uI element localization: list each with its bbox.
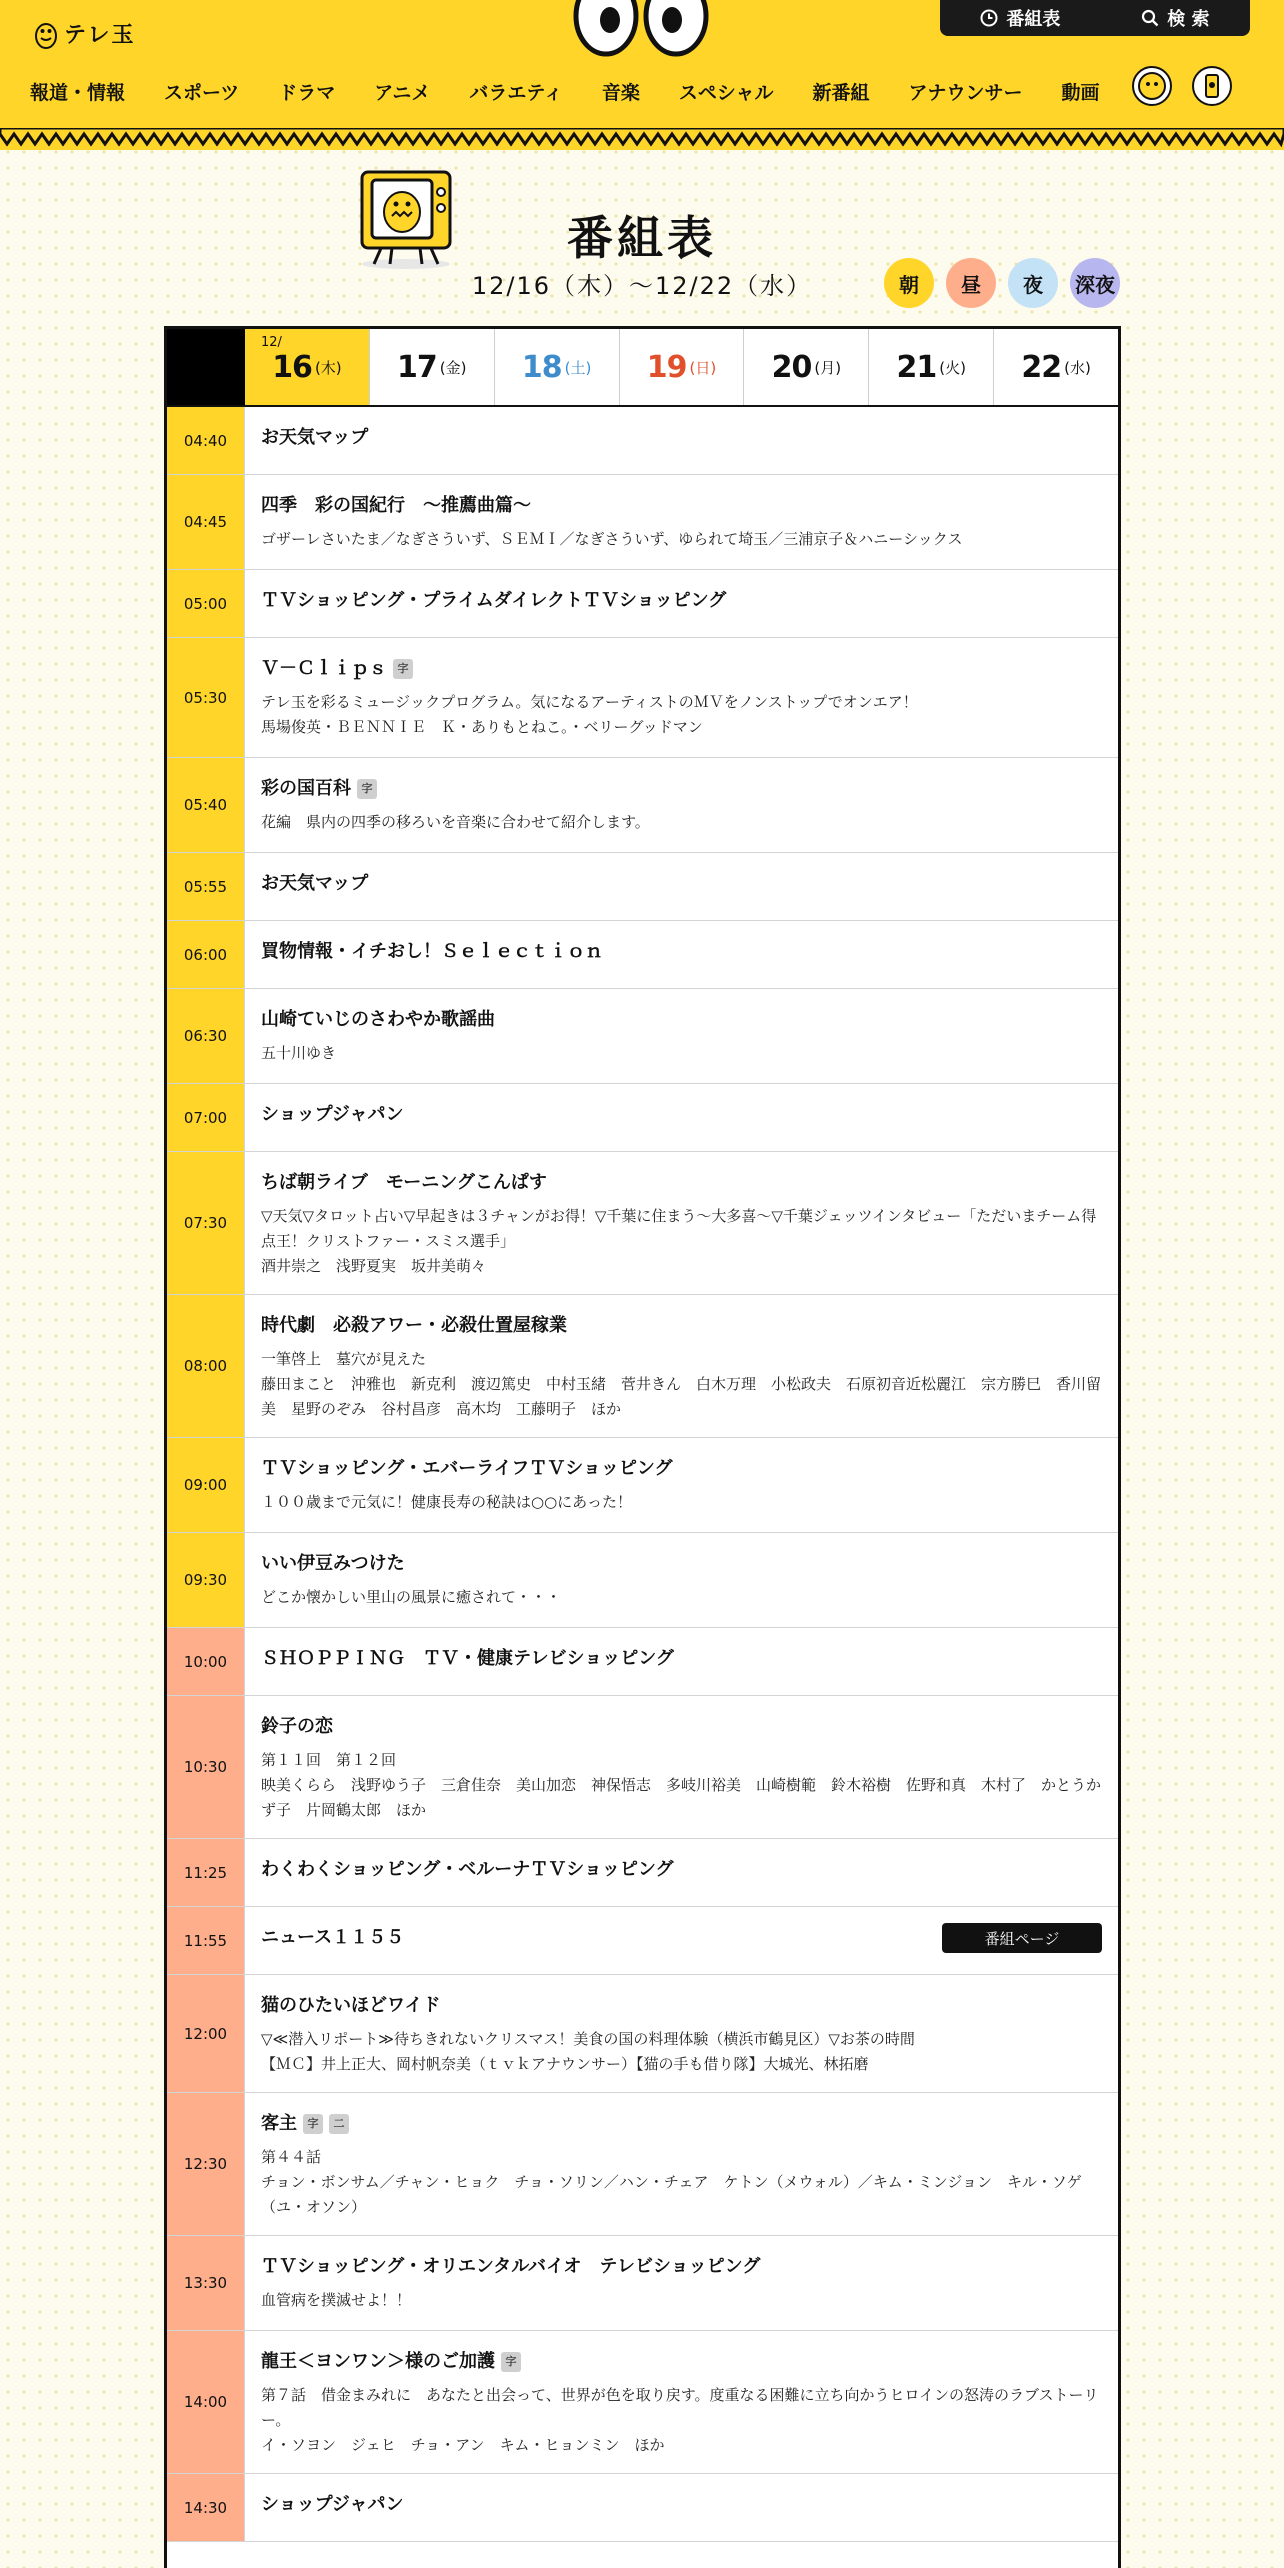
schedule-link[interactable] [980, 5, 1060, 31]
program-row [167, 1295, 1118, 1438]
clock-icon [980, 9, 998, 27]
program-time: 06:00 [167, 921, 245, 988]
day-weekday: (火) [939, 358, 966, 377]
search-icon [1141, 9, 1159, 27]
header-zigzag-edge [0, 128, 1284, 150]
program-description: 第７話 借金まみれに あなたと出会って、世界が色を取り戻す。度重なる困難に立ち向かうヒロインの怒涛のラブストーリー。 イ・ソヨン ジェヒ チョ・アン キム・ヒョンミン ほか [261, 2386, 1099, 2454]
program-title: 時代劇 必殺アワー・必殺仕置屋稼業 [261, 1315, 567, 1336]
day-month: 12/ [261, 335, 282, 350]
program-cell[interactable] [245, 989, 1118, 1083]
program-title: 四季 彩の国紀行 ～推薦曲篇～ [261, 495, 531, 516]
program-row [167, 1152, 1118, 1295]
program-page-button[interactable]: 番組ページ [942, 1923, 1102, 1953]
program-description: 第４４話 チョン・ボンサム／チャン・ヒョク チョ・ソリン／ハン・チェア ケトン（メウォル）／キム・ミンジョン キル・ソゲ（ユ・オソン） [261, 2148, 1082, 2216]
program-row [167, 1839, 1118, 1907]
program-cell[interactable] [245, 1438, 1118, 1532]
caption-badge: 字 [393, 659, 413, 679]
program-title-line [261, 493, 1102, 519]
program-title-line [261, 1646, 1102, 1672]
day-number: 20 [771, 349, 812, 385]
program-cell[interactable] [245, 1295, 1118, 1437]
program-title: ＴＶショッピング・オリエンタルバイオ テレビショッピング [261, 2256, 761, 2277]
program-title: Ｖ－Ｃｌｉｐｓ [261, 658, 387, 679]
program-title-line [261, 776, 1102, 802]
day-tab-21[interactable] [868, 329, 993, 405]
caption-badge: 字 [501, 2352, 521, 2372]
app-badge-1[interactable] [1132, 66, 1172, 106]
day-number: 19 [646, 349, 687, 385]
program-time: 11:25 [167, 1839, 245, 1906]
program-row [167, 1907, 1118, 1975]
program-description: 第１１回 第１２回 映美くらら 浅野ゆう子 三倉佳奈 美山加恋 神保悟志 多岐川裕美 山崎樹範 鈴木裕樹 佐野和真 木村了 かとうかず子 片岡鶴太郎 ほか [261, 1751, 1102, 1819]
program-title: ショップジャパン [261, 2494, 404, 2515]
program-cell[interactable] [245, 475, 1118, 569]
program-time: 04:40 [167, 407, 245, 474]
app-badge-2[interactable] [1192, 66, 1232, 106]
program-cell[interactable] [245, 1628, 1118, 1695]
program-title-line [261, 1170, 1102, 1196]
day-number: 16 [272, 349, 312, 385]
program-description: １００歳まで元気に！健康長寿の秘訣は○○にあった！ [261, 1493, 633, 1511]
site-header [0, 0, 1284, 150]
program-title-line [261, 2111, 1102, 2137]
site-logo[interactable] [34, 16, 136, 50]
day-weekday: (月) [814, 358, 842, 377]
day-weekday: (土) [564, 358, 592, 377]
program-title: ショップジャパン [261, 1104, 404, 1125]
page-title: 番組表 [567, 211, 717, 265]
program-time: 11:55 [167, 1907, 245, 1974]
program-cell[interactable] [245, 1907, 1118, 1974]
day-number: 18 [521, 349, 562, 385]
program-title: いい伊豆みつけた [261, 1553, 405, 1574]
program-time: 08:00 [167, 1295, 245, 1437]
program-row [167, 989, 1118, 1084]
program-title-line [261, 1007, 1102, 1033]
day-tab-19[interactable] [619, 329, 744, 405]
program-row [167, 853, 1118, 921]
program-title: 客主 [261, 2113, 297, 2134]
nav-item-3[interactable]: アニメ [374, 82, 431, 104]
program-time: 05:40 [167, 758, 245, 852]
program-description: ▽≪潜入リポート≫待ちきれないクリスマス！美食の国の料理体験（横浜市鶴見区）▽お茶の時間 【ＭＣ】井上正大、岡村帆奈美（ｔｖｋアナウンサー）【猫の手も借り隊】大城光、林拓磨 [261, 2030, 915, 2073]
program-cell[interactable] [245, 2331, 1118, 2473]
mascot-logo-icon [34, 16, 58, 50]
program-title-line [261, 939, 1102, 965]
program-row [167, 1628, 1118, 1696]
program-schedule [164, 326, 1121, 2568]
program-title: お天気マップ [261, 873, 369, 894]
program-title-line [261, 2492, 1102, 2518]
program-cell[interactable] [245, 1152, 1118, 1294]
program-title-line [261, 871, 1102, 897]
search-link[interactable] [1141, 5, 1209, 31]
nav-item-7[interactable]: 新番組 [812, 82, 870, 104]
program-time: 14:00 [167, 2331, 245, 2473]
program-description: 血管病を撲滅せよ！！ [261, 2291, 412, 2309]
time-jump-button-1[interactable]: 昼 [946, 258, 996, 308]
program-time: 12:30 [167, 2093, 245, 2235]
program-time: 09:00 [167, 1438, 245, 1532]
nav-item-4[interactable]: バラエティ [469, 82, 563, 104]
caption-badge: 字 [357, 779, 377, 799]
program-title-line [261, 2349, 1102, 2375]
program-title: 買物情報・イチおし！Ｓｅｌｅｃｔｉｏｎ [261, 941, 603, 962]
program-list [167, 407, 1118, 2542]
program-description: テレ玉を彩るミュージックプログラム。気になるアーティストのＭＶをノンストップでオンエア！ 馬場俊英・ＢＥＮＮＩＥ Ｋ・ありもとねこ。・ベリーグッドマン [261, 693, 918, 736]
program-cell[interactable] [245, 1696, 1118, 1838]
nav-item-0[interactable]: 報道・情報 [30, 82, 126, 104]
program-cell[interactable] [245, 921, 1118, 988]
program-row [167, 2331, 1118, 2474]
nav-item-6[interactable]: スペシャル [678, 82, 774, 104]
program-time: 07:30 [167, 1152, 245, 1294]
program-cell[interactable] [245, 1533, 1118, 1627]
program-title: 彩の国百科 [261, 778, 351, 799]
program-cell[interactable] [245, 570, 1118, 637]
program-row [167, 1438, 1118, 1533]
app-badges [1132, 66, 1232, 106]
program-title: ニュース１１５５ [261, 1927, 405, 1948]
program-title-line [261, 656, 1102, 682]
program-title: ＳＨＯＰＰＩＮＧ ＴＶ・健康テレビショッピング [261, 1648, 674, 1669]
program-title: ちば朝ライブ モーニングこんぱす [261, 1172, 547, 1193]
program-title-line [261, 1102, 1102, 1128]
program-title-line [261, 588, 1102, 614]
mascot-eyes-icon [566, 0, 716, 64]
nav-item-5[interactable]: 音楽 [601, 82, 640, 104]
program-cell[interactable] [245, 2474, 1118, 2541]
time-of-day-jump [884, 258, 1120, 308]
day-tab-18[interactable] [494, 329, 619, 405]
nav-item-8[interactable]: アナウンサー [908, 82, 1023, 104]
program-time: 05:30 [167, 638, 245, 757]
program-description: ▽天気▽タロット占い▽早起きは３チャンがお得！▽千葉に住まう～大多喜～▽千葉ジェッツインタビュー「ただいまチーム得点王！クリストファー・スミス選手」 酒井崇之 浅野夏実 坂井美萌々 [261, 1207, 1097, 1275]
search-link-label: 検 索 [1167, 9, 1210, 30]
day-weekday: (水) [1064, 358, 1091, 377]
program-time: 07:00 [167, 1084, 245, 1151]
program-title-line [261, 1313, 1102, 1339]
program-cell[interactable] [245, 638, 1118, 757]
program-title-line [261, 1857, 1102, 1883]
program-title: お天気マップ [261, 427, 369, 448]
program-cell[interactable] [245, 407, 1118, 474]
program-title-line [261, 2254, 1102, 2280]
program-title-line [261, 1993, 1102, 2019]
program-row [167, 1975, 1118, 2093]
phone-app-icon [1197, 71, 1227, 101]
program-row [167, 570, 1118, 638]
program-time: 06:30 [167, 989, 245, 1083]
top-utility-bar [940, 0, 1250, 36]
caption-badge: 字 [303, 2114, 323, 2134]
program-row [167, 475, 1118, 570]
day-tab-17[interactable] [369, 329, 494, 405]
day-tabs [167, 329, 1118, 407]
program-title: ＴＶショッピング・プライムダイレクトＴＶショッピング [261, 590, 727, 611]
program-time: 10:00 [167, 1628, 245, 1695]
program-description: ゴザーレさいたま／なぎさういず、ＳＥＭＩ／なぎさういず、ゆられて埼玉／三浦京子＆ハニーシックス [261, 530, 963, 548]
program-row [167, 1696, 1118, 1839]
nav-item-9[interactable]: 動画 [1061, 82, 1100, 104]
logo-text: テレ玉 [64, 22, 136, 48]
program-description: 花編 県内の四季の移ろいを音楽に合わせて紹介します。 [261, 813, 650, 831]
day-number: 17 [397, 349, 437, 385]
program-description: どこか懐かしい里山の風景に癒されて・・・ [261, 1588, 562, 1606]
program-cell[interactable] [245, 2236, 1118, 2330]
program-title-line [261, 1456, 1102, 1482]
program-cell[interactable] [245, 853, 1118, 920]
program-title: 鈴子の恋 [261, 1716, 333, 1737]
program-row [167, 1084, 1118, 1152]
program-row [167, 2236, 1118, 2331]
program-time: 10:30 [167, 1696, 245, 1838]
nav-item-2[interactable]: ドラマ [278, 82, 336, 104]
program-time: 12:00 [167, 1975, 245, 2092]
program-cell[interactable] [245, 2093, 1118, 2235]
program-row [167, 758, 1118, 853]
program-time: 14:30 [167, 2474, 245, 2541]
program-row [167, 921, 1118, 989]
day-weekday: (金) [439, 358, 467, 377]
program-title: わくわくショッピング・ベルーナＴＶショッピング [261, 1859, 674, 1880]
program-title: 山崎ていじのさわやか歌謡曲 [261, 1009, 495, 1030]
day-tab-20[interactable] [743, 329, 868, 405]
program-time: 05:00 [167, 570, 245, 637]
day-weekday: (日) [689, 358, 717, 377]
program-row [167, 2093, 1118, 2236]
program-row [167, 1533, 1118, 1628]
program-time: 09:30 [167, 1533, 245, 1627]
day-tab-22[interactable] [993, 329, 1118, 405]
program-row [167, 407, 1118, 475]
program-cell[interactable] [245, 1084, 1118, 1151]
program-cell[interactable] [245, 1975, 1118, 2092]
day-weekday: (木) [314, 358, 342, 377]
program-cell[interactable] [245, 758, 1118, 852]
program-title-line [261, 1551, 1102, 1577]
program-title: ＴＶショッピング・エバーライフＴＶショッピング [261, 1458, 673, 1479]
day-tabs-corner [167, 329, 245, 405]
day-number: 21 [896, 349, 937, 385]
day-number: 22 [1021, 349, 1062, 385]
program-time: 04:45 [167, 475, 245, 569]
nav-item-1[interactable]: スポーツ [164, 82, 240, 104]
time-jump-button-0[interactable]: 朝 [884, 258, 934, 308]
caption-badge: 二 [329, 2114, 349, 2134]
program-title: 猫のひたいほどワイド [261, 1995, 441, 2016]
program-title-line [261, 425, 1102, 451]
app-icon [1137, 71, 1167, 101]
program-row [167, 2474, 1118, 2542]
time-jump-button-3[interactable]: 深夜 [1070, 258, 1120, 308]
week-period: 12/16（木）〜12/22（水） [471, 272, 813, 300]
program-description: 一筆啓上 墓穴が見えた 藤田まこと 沖雅也 新克利 渡辺篤史 中村玉緒 菅井きん 白木万理 小松政夫 石原初音近松麗江 宗方勝巳 香川留美 星野のぞみ 谷村昌彦 高木均 工藤明子 ほか [261, 1350, 1102, 1418]
program-title: 龍王＜ヨンワン＞様のご加護 [261, 2351, 495, 2372]
time-jump-button-2[interactable]: 夜 [1008, 258, 1058, 308]
main-nav [30, 78, 1139, 105]
schedule-link-label: 番組表 [1006, 9, 1061, 30]
program-time: 05:55 [167, 853, 245, 920]
day-tab-16[interactable] [245, 329, 369, 405]
program-title-line [261, 1714, 1102, 1740]
program-row [167, 638, 1118, 758]
program-time: 13:30 [167, 2236, 245, 2330]
program-cell[interactable] [245, 1839, 1118, 1906]
program-description: 五十川ゆき [261, 1044, 337, 1062]
